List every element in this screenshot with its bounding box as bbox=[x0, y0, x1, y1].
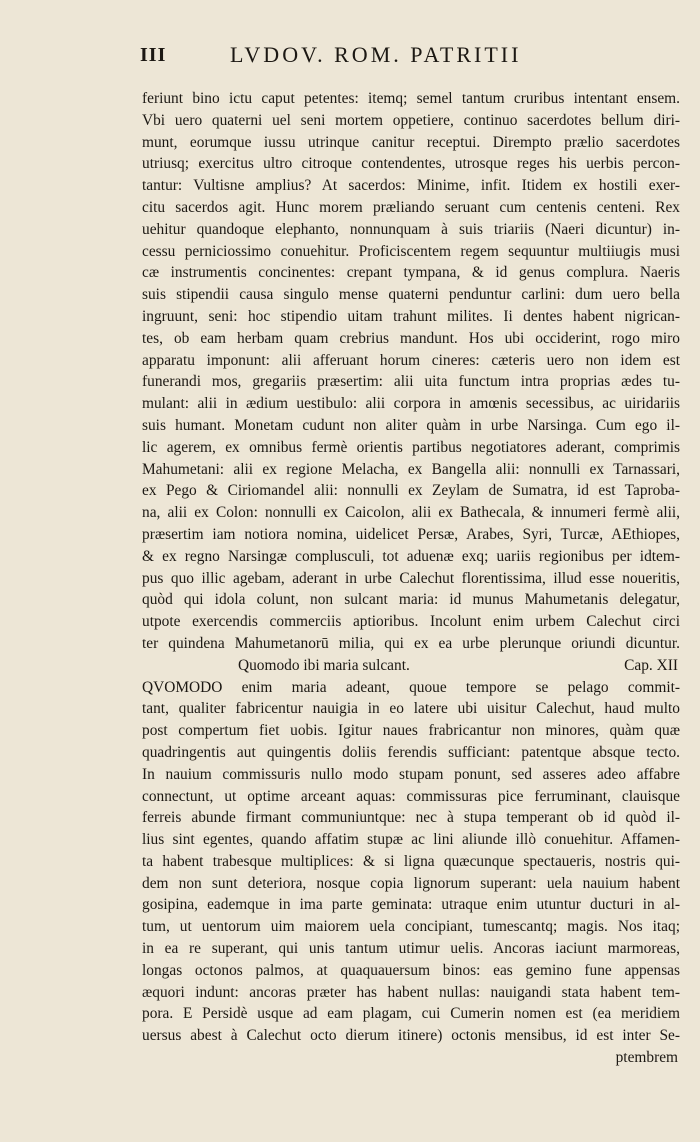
text-line: dem non sunt deteriora, nosque copia lignorum superant: uela nauium habent bbox=[142, 874, 680, 892]
text-line: lic agerem, ex omnibus fermè orientis partibus negotiatores aderant, comprimis bbox=[142, 438, 680, 456]
chapter-title: Quomodo ibi maria sulcant. bbox=[238, 656, 410, 674]
text-line: In nauium commissuris nullo modo stupam ponunt, sed asseres adeo affabre bbox=[142, 765, 680, 783]
text-line: mulant: alii in ædium uestibulo: alii corpora in amœnis secessibus, ac uiridariis bbox=[142, 395, 680, 413]
text-line: ingruunt, seni: hoc stipendio uitam trahunt milites. Ii dentes habent nigrican- bbox=[142, 307, 680, 325]
text-line: apparatu imponunt: alii afferuant horum cineres: cæteris uero non idem est bbox=[142, 351, 680, 369]
chapter-label: Cap. XII bbox=[624, 656, 678, 674]
text-line: pus quo illic agebam, aderant in urbe Calechut florentissima, illud esse noueritis, bbox=[142, 569, 680, 587]
text-line: Vbi uero quaterni uel seni mortem oppetiere, continuo sacerdotes bellum diri- bbox=[142, 111, 680, 129]
running-head: LVDOV. ROM. PATRITII bbox=[230, 42, 522, 67]
text-line: & ex regno Narsingæ complusculi, tot aduenæ exq; uariis regionibus per idtem- bbox=[142, 547, 680, 565]
text-line: ex Pego & Ciriomandel alii: nonnulli ex Zeylam de Sumatra, id est Taproba- bbox=[142, 482, 680, 500]
catchword: ptembrem bbox=[615, 1049, 678, 1067]
text-line: suis stipendii causa singulo mense quaterni penduntur carlini: dum uero bella bbox=[142, 286, 680, 304]
text-line: ter quindena Mahumetanorū milia, qui ex ea urbe plerunque oriundi dicuntur. bbox=[142, 634, 680, 652]
text-block-2 bbox=[142, 677, 680, 1048]
chapter-heading bbox=[142, 655, 680, 677]
text-line: funerandi mos, gregariis præsertim: alii uita functum intra proprias ædes tu- bbox=[142, 373, 680, 391]
text-line: Mahumetani: alii ex regione Melacha, ex Bangella alii: nonnulli ex Tarnassari, bbox=[142, 460, 680, 478]
text-line: cessu perniciossimo conuehitur. Proficiscentem regem sequuntur multiiugis musi bbox=[142, 242, 680, 260]
text-line: citu sacerdos agit. Hunc morem præliando seruant cum centenis centeni. Rex bbox=[142, 198, 680, 216]
text-line: munt, eorumque iussu utrinque canitur receptui. Dirempto prælio sacerdotes bbox=[142, 133, 680, 151]
text-line: quadringentis aut quingentis doliis ferendis sufficiant: patentque absque tecto. bbox=[142, 743, 680, 761]
text-line: cæ instrumentis concinentes: crepant tympana, & id genus complura. Naeris bbox=[142, 264, 680, 282]
text-line: uersus abest à Calechut octo dierum itinere) octonis mensibus, id est inter Se- bbox=[142, 1027, 680, 1045]
text-line: lius sint egentes, quando affatim stupæ ac lini aliunde illò conuehitur. Affamen- bbox=[142, 831, 680, 849]
text-line: quòd qui idola colunt, non sulcant maria: id munus Mahumetanis delegatur, bbox=[142, 591, 680, 609]
text-line: tant, qualiter fabricentur nauigia in eo latere ubi uisitur Calechut, haud multo bbox=[142, 700, 680, 718]
text-line: na, alii ex Colon: nonnulli ex Caicolon, alii ex Bathecala, & innumeri fermè alii, bbox=[142, 504, 680, 522]
text-line: tum, ut uentorum uim maiorem uela concipiant, tumescantq; magis. Nos itaq; bbox=[142, 918, 680, 936]
text-line: post compertum fiet uobis. Igitur naues frabricantur non minores, quàm quæ bbox=[142, 722, 680, 740]
text-line: tantur: Vultisne amplius? At sacerdos: Minime, infit. Itidem ex hostili exer- bbox=[142, 177, 680, 195]
text-line: utriusq; exercitus ultro citroque contendentes, utrosque reges his uerbis percon- bbox=[142, 155, 680, 173]
text-line: longas octonos palmos, at quaquauersum binos: eas gemino fune appensas bbox=[142, 961, 680, 979]
text-line: suis humant. Monetam cudunt non aliter quàm in urbe Narsinga. Cum ego il- bbox=[142, 416, 680, 434]
text-line: feriunt bino ictu caput petentes: itemq; semel tantum cruribus intentant ensem. bbox=[142, 90, 680, 107]
text-line: utpote exercendis commerciis aptioribus. Incolunt enim urbem Calechut circi bbox=[142, 613, 680, 631]
text-line: QVOMODO enim maria adeant, quoue tempore se pelago commit- bbox=[142, 678, 680, 696]
text-line: ta habent trabesque multiplices: & si ligna quæcunque spectaueris, nostris qui- bbox=[142, 852, 680, 870]
text-line: connectunt, ut optime arceant aquas: commissuras pice ferruminant, clauisque bbox=[142, 787, 680, 805]
text-line: pora. E Persidè usque ad eam plagam, cui Cumerin nomen est (ea meridiem bbox=[142, 1005, 680, 1023]
page-body bbox=[142, 88, 680, 1069]
text-line: præsertim iam notiora nomina, uidelicet Persæ, Arabes, Syri, Turcæ, AEthiopes, bbox=[142, 525, 680, 543]
page-number: III bbox=[140, 44, 167, 66]
text-line: uehitur quandoque elephanto, nonnunquam à suis triariis (Naeri dicuntur) in- bbox=[142, 220, 680, 238]
text-block-1 bbox=[142, 88, 680, 655]
text-line: in ea re superant, qui unis tantum utimur uelis. Ancoras iaciunt marmoreas, bbox=[142, 940, 680, 958]
text-line: æquori indunt: ancoras præter has habent nullas: nauigandi stata habent tem- bbox=[142, 983, 680, 1001]
text-line: tes, ob eam herbam quam crebrius mandunt. Hos ubi occiderint, rogo miro bbox=[142, 329, 680, 347]
text-line: gosipina, eademque in ima parte geminata: utraque enim utuntur ducturi in al- bbox=[142, 896, 680, 914]
text-line: ferreis abunde firmant communiuntque: nec à stupa temperant ob id quòd il- bbox=[142, 809, 680, 827]
